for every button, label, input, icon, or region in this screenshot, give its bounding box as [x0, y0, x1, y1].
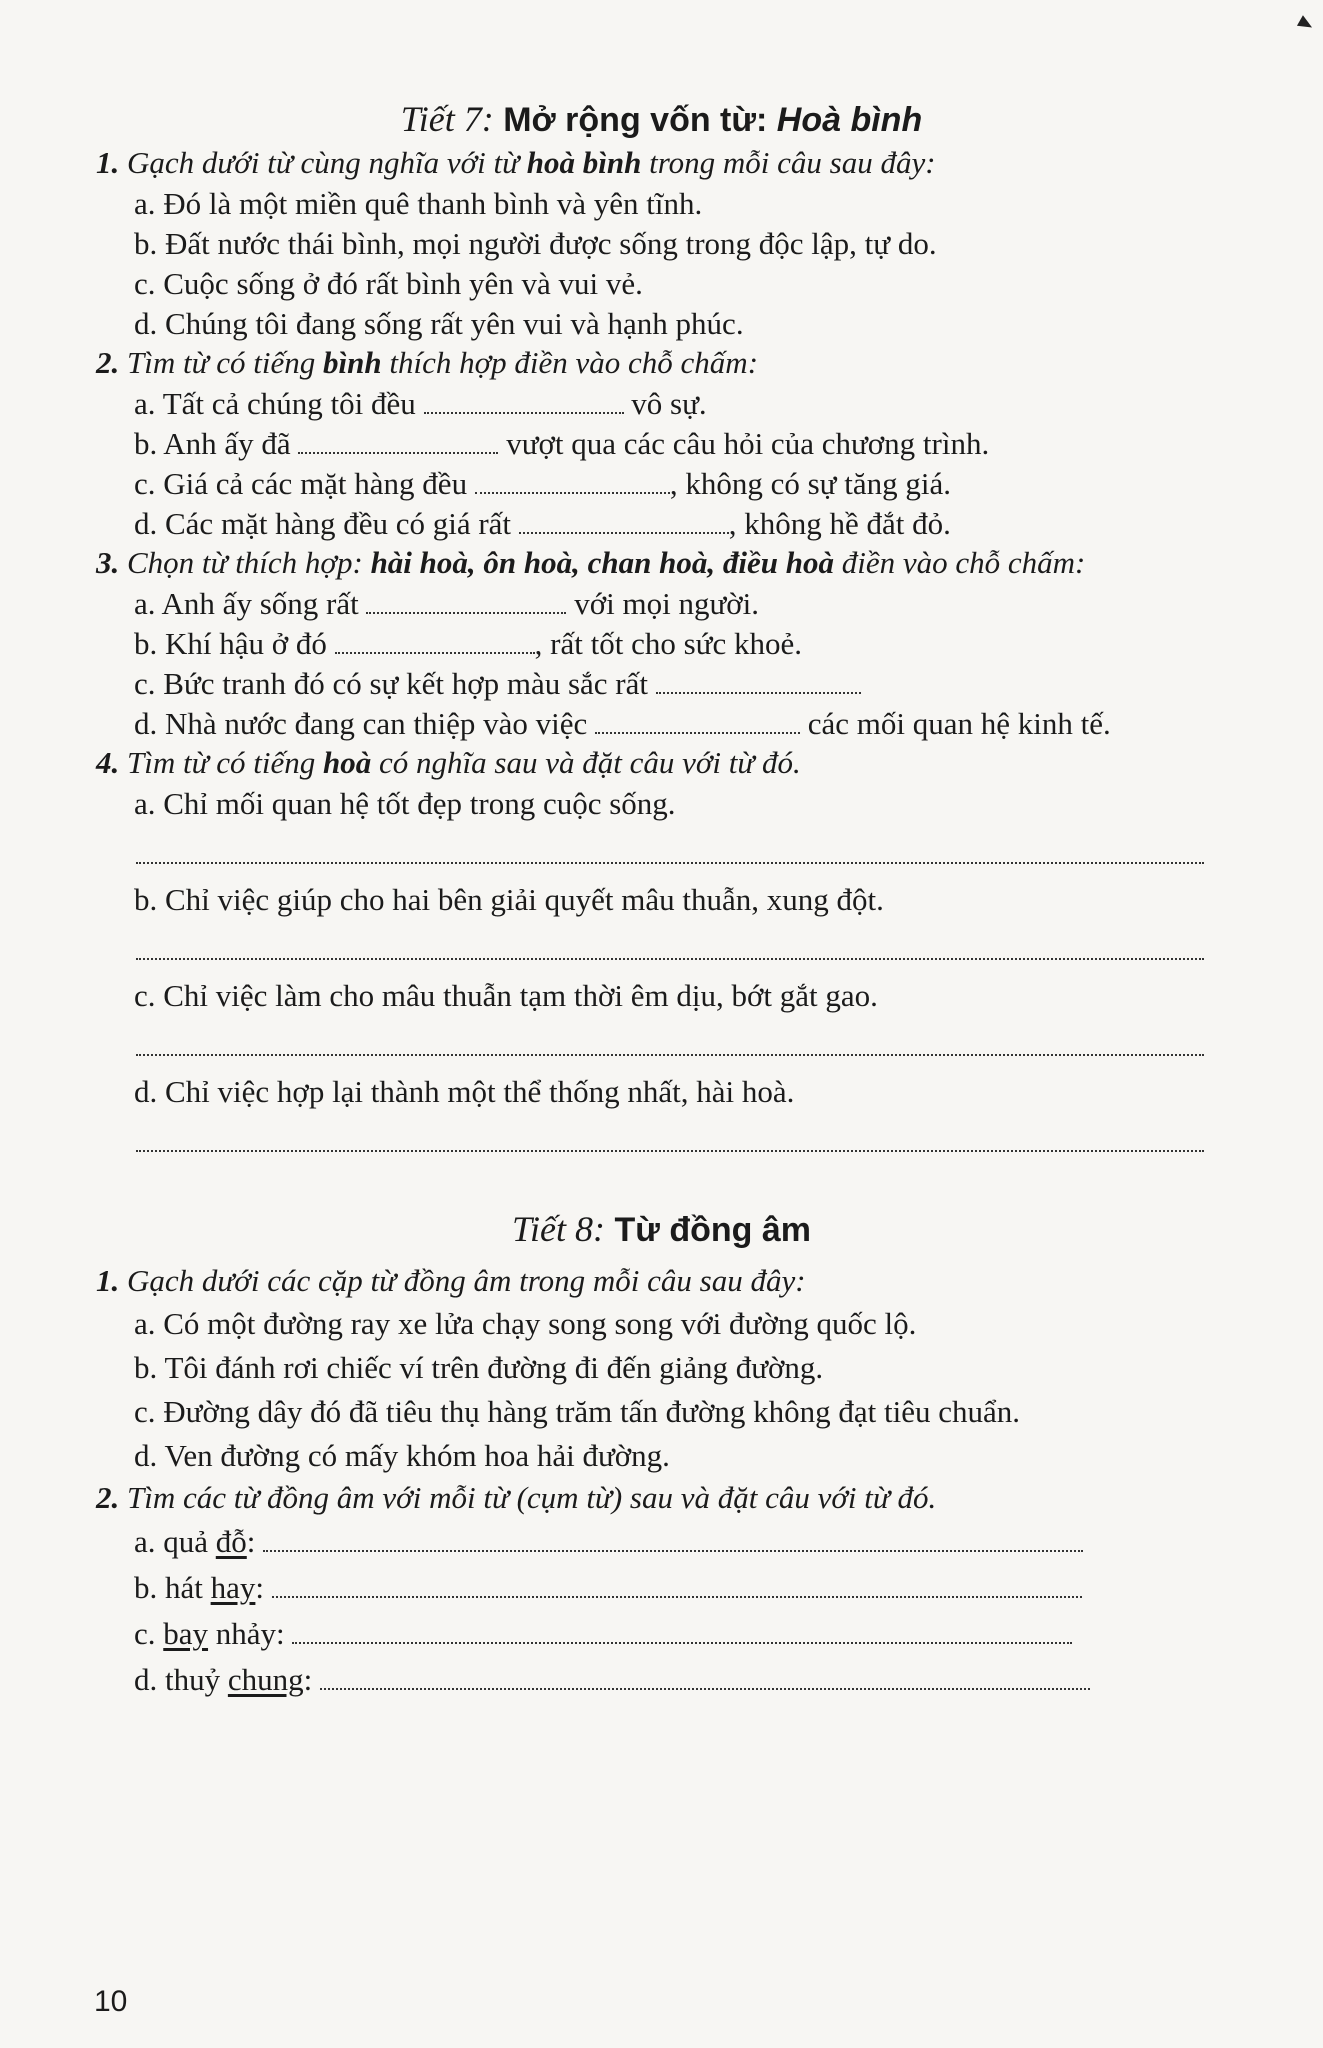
l7-q2-number: 2.	[96, 345, 120, 380]
item-text: :	[255, 1570, 265, 1605]
item-text: b. Anh ấy đã	[134, 426, 291, 461]
l7-question-4	[96, 745, 1246, 781]
item-text: a. Anh ấy sống rất	[134, 586, 359, 621]
item-text: d. Nhà nước đang can thiệp vào việc	[134, 706, 588, 741]
lesson-8-title	[0, 1208, 1323, 1250]
underlined-word: bay	[163, 1616, 209, 1651]
item-text: các mối quan hệ kinh tế.	[807, 706, 1111, 741]
lesson-8-heading: Từ đồng âm	[614, 1211, 811, 1249]
item-text: b. Khí hậu ở đó	[134, 626, 327, 661]
l8-q2-text: Tìm các từ đồng âm với mỗi từ (cụm từ) sau và đặt câu với từ đó.	[127, 1480, 937, 1515]
fill-blank[interactable]	[595, 710, 800, 734]
l7-q1-item-b: b. Đất nước thái bình, mọi người được sống trong độc lập, tự do.	[134, 226, 937, 261]
answer-line[interactable]	[136, 1054, 1204, 1056]
item-text: d. Các mặt hàng đều có giá rất	[134, 506, 512, 541]
l7-q2-keyword: bình	[323, 345, 382, 380]
l8-question-1	[96, 1263, 1246, 1299]
lesson-8-lead: Tiết 8:	[512, 1209, 606, 1249]
l7-q4-item-d: d. Chỉ việc hợp lại thành một thể thống nhất, hài hoà.	[134, 1074, 795, 1109]
l7-q4-number: 4.	[96, 745, 120, 780]
fill-blank[interactable]	[292, 1620, 1072, 1644]
item-text: , rất tốt cho sức khoẻ.	[534, 626, 802, 661]
l7-q3-item-a	[134, 586, 1244, 622]
fill-blank[interactable]	[272, 1574, 1082, 1598]
l7-q2-item-d	[134, 506, 1244, 542]
l8-q1-item-c: c. Đường dây đó đã tiêu thụ hàng trăm tấn đường không đạt tiêu chuẩn.	[134, 1394, 1020, 1429]
l8-q2-item-c	[134, 1616, 1244, 1652]
l7-q1-text-b: trong mỗi câu sau đây:	[649, 145, 936, 180]
l8-q2-number: 2.	[96, 1480, 120, 1515]
item-text: :	[303, 1662, 313, 1697]
l7-q4-text-b: có nghĩa sau và đặt câu với từ đó.	[379, 745, 801, 780]
l8-question-2	[96, 1480, 1246, 1516]
fill-blank[interactable]	[366, 590, 566, 614]
l7-q4-item-c: c. Chỉ việc làm cho mâu thuẫn tạm thời êm dịu, bớt gắt gao.	[134, 978, 878, 1013]
l7-q4-item-b: b. Chỉ việc giúp cho hai bên giải quyết mâu thuẫn, xung đột.	[134, 882, 884, 917]
l7-q3-text-a: Chọn từ thích hợp:	[127, 545, 363, 580]
page-number: 10	[94, 1985, 128, 2018]
l8-q2-item-d	[134, 1662, 1244, 1698]
item-text: d. thuỷ	[134, 1662, 221, 1697]
lesson-7-lead: Tiết 7:	[400, 99, 494, 139]
fill-blank[interactable]	[424, 390, 624, 414]
l7-q1-item-c: c. Cuộc sống ở đó rất bình yên và vui vẻ.	[134, 266, 643, 301]
l7-q1-item-d: d. Chúng tôi đang sống rất yên vui và hạnh phúc.	[134, 306, 744, 341]
item-text: vô sự.	[631, 386, 707, 421]
lesson-7-title	[0, 98, 1323, 140]
corner-mark-icon	[1297, 15, 1315, 32]
l7-q2-text-b: thích hợp điền vào chỗ chấm:	[389, 345, 759, 380]
item-text: a. Tất cả chúng tôi đều	[134, 386, 416, 421]
l7-q4-text-a: Tìm từ có tiếng	[127, 745, 316, 780]
l7-q4-item-a: a. Chỉ mối quan hệ tốt đẹp trong cuộc sống.	[134, 786, 676, 821]
l8-q1-item-b: b. Tôi đánh rơi chiếc ví trên đường đi đến giảng đường.	[134, 1350, 824, 1385]
l7-q2-text-a: Tìm từ có tiếng	[127, 345, 316, 380]
fill-blank[interactable]	[656, 670, 861, 694]
l7-q2-item-c	[134, 466, 1244, 502]
underlined-word: chung	[227, 1662, 304, 1697]
item-text: với mọi người.	[574, 586, 760, 621]
l8-q1-item-d: d. Ven đường có mấy khóm hoa hải đường.	[134, 1438, 670, 1473]
item-text: , không có sự tăng giá.	[669, 466, 951, 501]
item-text: , không hề đắt đỏ.	[728, 506, 951, 541]
fill-blank[interactable]	[475, 470, 670, 494]
item-text: c. Bức tranh đó có sự kết hợp màu sắc rất	[134, 666, 648, 701]
l8-q2-item-b	[134, 1570, 1244, 1606]
fill-blank[interactable]	[335, 630, 535, 654]
l7-q2-item-b	[134, 426, 1244, 462]
l8-q1-number: 1.	[96, 1263, 120, 1298]
fill-blank[interactable]	[263, 1528, 1083, 1552]
l7-q2-item-a	[134, 386, 1244, 422]
item-text: a. quả	[134, 1524, 209, 1559]
fill-blank[interactable]	[298, 430, 498, 454]
l8-q2-item-a	[134, 1524, 1244, 1560]
l7-q1-keyword: hoà bình	[526, 145, 642, 180]
answer-line[interactable]	[136, 1150, 1204, 1152]
l7-q3-item-d	[134, 706, 1244, 742]
lesson-7-heading: Mở rộng vốn từ:	[503, 101, 768, 139]
l7-question-2	[96, 345, 1246, 381]
l7-q3-text-b: điền vào chỗ chấm:	[841, 545, 1086, 580]
l8-q1-item-a: a. Có một đường ray xe lửa chạy song song với đường quốc lộ.	[134, 1306, 917, 1341]
item-text: vượt qua các câu hỏi của chương trình.	[506, 426, 990, 461]
l7-q4-keyword: hoà	[323, 745, 372, 780]
answer-line[interactable]	[136, 862, 1204, 864]
item-text: :	[246, 1524, 256, 1559]
answer-line[interactable]	[136, 958, 1204, 960]
l7-q1-text-a: Gạch dưới từ cùng nghĩa với từ	[127, 145, 520, 180]
underlined-word: hay	[210, 1570, 256, 1605]
item-text: nhảy:	[215, 1616, 285, 1651]
l7-question-3	[96, 545, 1246, 581]
fill-blank[interactable]	[519, 510, 729, 534]
l7-q1-number: 1.	[96, 145, 120, 180]
l7-q3-item-c	[134, 666, 1244, 702]
l7-q1-item-a: a. Đó là một miền quê thanh bình và yên tĩnh.	[134, 186, 703, 221]
underlined-word: đỗ	[215, 1524, 247, 1559]
item-text: c.	[134, 1616, 156, 1651]
item-text: c. Giá cả các mặt hàng đều	[134, 466, 468, 501]
item-text: b. hát	[134, 1570, 203, 1605]
l8-q1-text: Gạch dưới các cặp từ đồng âm trong mỗi câu sau đây:	[127, 1263, 806, 1298]
l7-question-1	[96, 145, 1246, 181]
lesson-7-topic: Hoà bình	[776, 101, 923, 139]
fill-blank[interactable]	[320, 1666, 1090, 1690]
l7-q3-keywords: hài hoà, ôn hoà, chan hoà, điều hoà	[370, 545, 834, 580]
l7-q3-item-b	[134, 626, 1244, 662]
l7-q3-number: 3.	[96, 545, 120, 580]
